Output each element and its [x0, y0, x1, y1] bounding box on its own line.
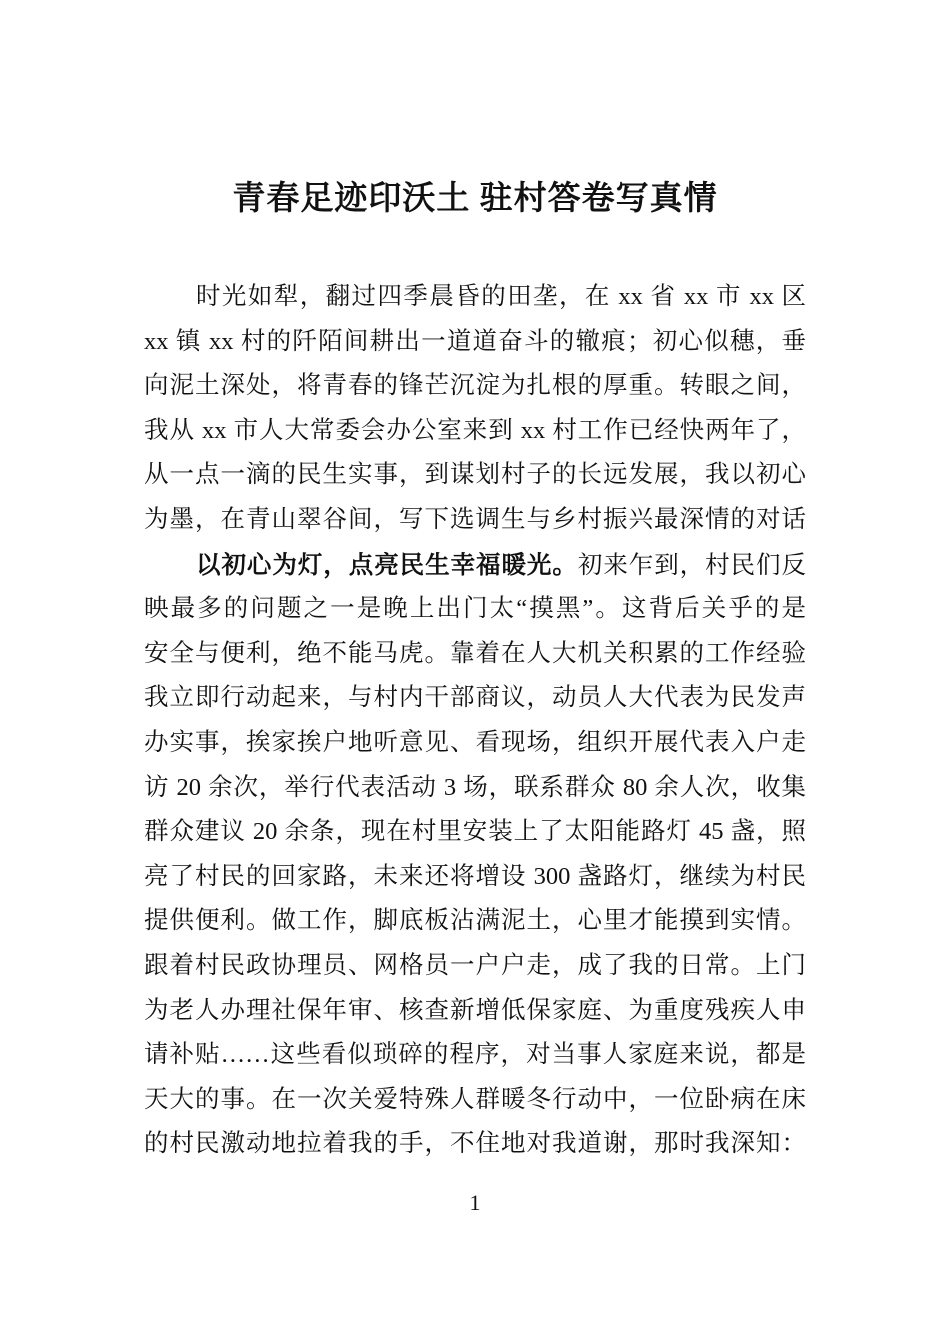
- text-run: 初来乍到，村民们反: [577, 551, 807, 579]
- text-line: 我从 xx 市人大常委会办公室来到 xx 村工作已经快两年了，: [144, 416, 806, 444]
- text-line: 请补贴……这些看似琐碎的程序，对当事人家庭来说，都是: [144, 1041, 806, 1069]
- text-line: 提供便利。做工作，脚底板沾满泥土，心里才能摸到实情。: [144, 907, 806, 935]
- document-title: 青春足迹印沃土 驻村答卷写真情: [232, 181, 718, 217]
- text-line: 亮了村民的回家路，未来还将增设 300 盏路灯，继续为村民: [144, 862, 806, 890]
- text-line: 为老人办理社保年审、核查新增低保家庭、为重度残疾人申: [144, 996, 806, 1024]
- document-body: [144, 275, 806, 1167]
- page-number: 1: [469, 1190, 481, 1215]
- text-line: 跟着村民政协理员、网格员一户户走，成了我的日常。上门: [144, 951, 806, 979]
- text-line: 时光如犁，翻过四季晨昏的田垄，在 xx 省 xx 市 xx 区: [196, 283, 806, 310]
- text-line: 办实事，挨家挨户地听意见、看现场，组织开展代表入户走: [144, 728, 806, 756]
- text-line: 安全与便利，绝不能马虎。靠着在人大机关积累的工作经验: [144, 639, 806, 667]
- text-line: 从一点一滴的民生实事，到谋划村子的长远发展，我以初心: [144, 461, 806, 489]
- text-line: 访 20 余次，举行代表活动 3 场，联系群众 80 余人次，收集: [144, 773, 806, 801]
- text-line: 天大的事。在一次关爱特殊人群暖冬行动中，一位卧病在床: [144, 1085, 806, 1113]
- text-line: [144, 543, 806, 588]
- text-line: 为墨，在青山翠谷间，写下选调生与乡村振兴最深情的对话: [144, 505, 806, 533]
- text-line: 我立即行动起来，与村内干部商议，动员人大代表为民发声: [144, 684, 806, 712]
- text-line: 向泥土深处，将青春的锋芒沉淀为扎根的厚重。转眼之间，: [144, 372, 806, 400]
- text-line: xx 镇 xx 村的阡陌间耕出一道道奋斗的辙痕；初心似穗，垂: [144, 327, 806, 355]
- section-lead-heading: 以初心为灯，点亮民生幸福暖光。: [196, 549, 578, 579]
- text-line: 群众建议 20 余条，现在村里安装上了太阳能路灯 45 盏，照: [144, 818, 806, 846]
- text-line: 映最多的问题之一是晚上出门太“摸黑”。这背后关乎的是: [144, 595, 806, 623]
- text-line: 的村民激动地拉着我的手，不住地对我道谢，那时我深知：: [144, 1130, 806, 1158]
